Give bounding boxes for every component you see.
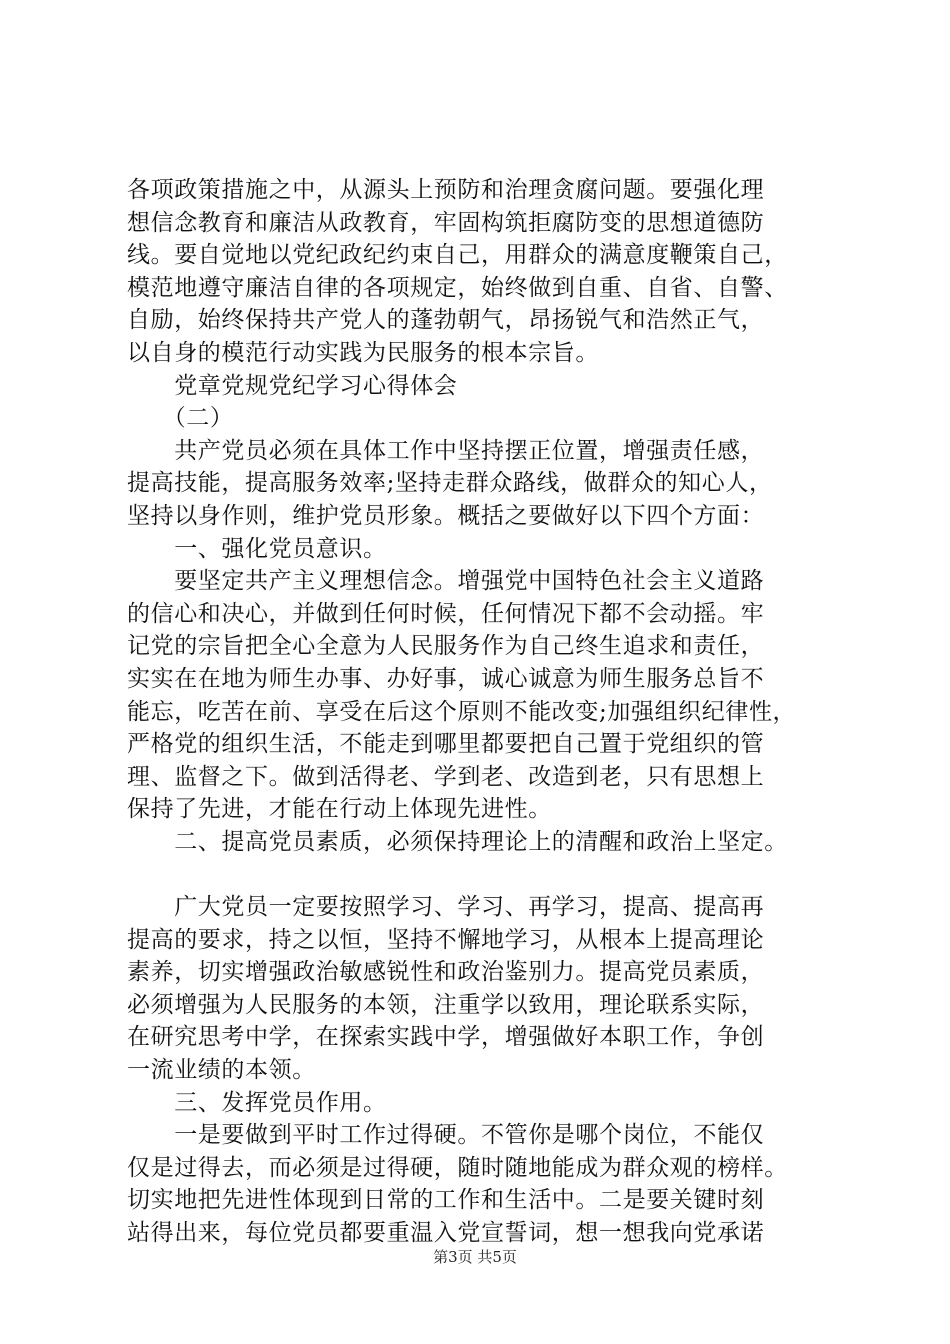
text-line: 必须增强为人民服务的本领，注重学以致用，理论联系实际，	[127, 991, 765, 1018]
text-line: 各项政策措施之中，从源头上预防和治理贪腐问题。要强化理	[127, 177, 765, 203]
text-line: 一、强化党员意识。	[127, 535, 387, 562]
text-line: 想信念教育和廉洁从政教育，牢固构筑拒腐防变的思想道德防	[127, 209, 765, 236]
text-line: 站得出来，每位党员都要重温入党宣誓词，想一想我向党承诺	[127, 1220, 765, 1246]
text-line: 能忘，吃苦在前、享受在后这个原则不能改变;加强组织纪律性，	[127, 698, 797, 725]
text-line: 以自身的模范行动实践为民服务的根本宗旨。	[127, 339, 599, 366]
text-line: 仅是过得去，而必须是过得硬，随时随地能成为群众观的榜样。	[127, 1154, 788, 1181]
text-line: 坚持以身作则，维护党员形象。概括之要做好以下四个方面：	[127, 502, 765, 529]
text-line: 模范地遵守廉洁自律的各项规定，始终做到自重、自省、自警、	[127, 274, 788, 301]
text-line: 一流业绩的本领。	[127, 1057, 316, 1084]
text-line: 实实在在地为师生办事、办好事，诚心诚意为师生服务总旨不	[127, 665, 765, 692]
text-line: 保持了先进，才能在行动上体现先进性。	[127, 796, 552, 823]
text-line: 二、提高党员素质，必须保持理论上的清醒和政治上坚定。	[127, 828, 788, 855]
text-line: 提高的要求，持之以恒，坚持不懈地学习，从根本上提高理论	[127, 926, 765, 953]
text-line: 自励，始终保持共产党人的蓬勃朝气，昂扬锐气和浩然正气，	[127, 307, 765, 334]
text-line	[127, 858, 847, 891]
text-line: 三、发挥党员作用。	[127, 1089, 387, 1116]
text-line: 严格党的组织生活，不能走到哪里都要把自己置于党组织的管	[127, 731, 765, 758]
text-line: 切实地把先进性体现到日常的工作和生活中。二是要关键时刻	[127, 1187, 765, 1214]
text-line: 党章党规党纪学习心得体会	[127, 372, 458, 399]
text-line: 要坚定共产主义理想信念。增强党中国特色社会主义道路	[127, 568, 765, 595]
text-line: 线。要自觉地以党纪政纪约束自己，用群众的满意度鞭策自己，	[127, 242, 788, 269]
text-line: 一是要做到平时工作过得硬。不管你是哪个岗位，不能仅	[127, 1122, 765, 1149]
text-line: 记党的宗旨把全心全意为人民服务作为自己终生追求和责任，	[127, 633, 765, 660]
text-line: 共产党员必须在具体工作中坚持摆正位置，增强责任感，	[127, 437, 765, 464]
text-line: 理、监督之下。做到活得老、学到老、改造到老，只有思想上	[127, 763, 765, 790]
page-footer: 第3页 共5页	[433, 1248, 517, 1266]
text-line: （二）	[127, 405, 234, 432]
document-body	[127, 174, 847, 1250]
text-line: 素养，切实增强政治敏感锐性和政治鉴别力。提高党员素质，	[127, 959, 765, 986]
text-line: 在研究思考中学，在探索实践中学，增强做好本职工作，争创	[127, 1024, 765, 1051]
text-line: 提高技能，提高服务效率;坚持走群众路线，做群众的知心人，	[127, 470, 773, 497]
text-line: 的信心和决心，并做到任何时候，任何情况下都不会动摇。牢	[127, 600, 765, 627]
text-line: 广大党员一定要按照学习、学习、再学习，提高、提高再	[127, 894, 765, 921]
